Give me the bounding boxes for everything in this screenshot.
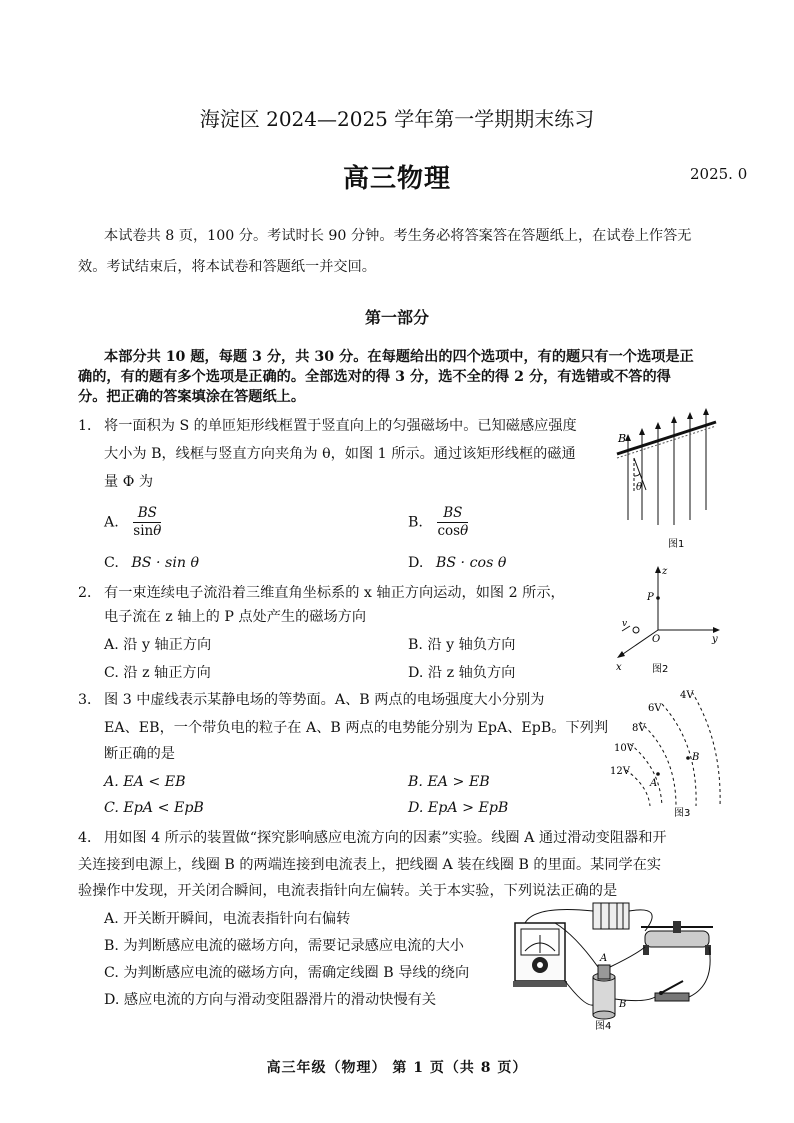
fig2-x-arrow <box>617 651 625 658</box>
intro-line-1: 本试卷共 8 页，100 分。考试时长 90 分钟。考生务必将答案答在答题纸上，在试卷上作答无 <box>104 228 692 244</box>
q2-option-c: C. 沿 z 轴正方向 <box>104 665 211 681</box>
fig1-angle-arc <box>634 473 640 476</box>
q1-number: 1． <box>78 418 102 434</box>
q1-option-c <box>104 555 199 571</box>
q3-line-1: 图 3 中虚线表示某静电场的等势面。A、B 两点的电场强度大小分别为 <box>104 692 545 708</box>
q2-option-d: D. 沿 z 轴负方向 <box>408 665 516 681</box>
section-instructions-1: 本部分共 10 题，每题 3 分，共 30 分。在每题给出的四个选项中，有的题只有一个选项是正 <box>104 349 694 365</box>
fig2-z-arrow <box>655 566 661 573</box>
q1-option-b-label: B. <box>408 514 423 531</box>
fig2-z-label: z <box>662 566 668 577</box>
q4-option-d: D. 感应电流的方向与滑动变阻器滑片的滑动快慢有关 <box>104 992 437 1008</box>
fig4-a-label: A <box>600 953 608 964</box>
q3-option-a: A. EA < EB <box>104 774 186 790</box>
figure-3 <box>610 682 730 822</box>
q2-number: 2． <box>78 585 102 601</box>
section-instructions-2: 确的，有的题有多个选项是正确的。全部选对的得 3 分，选不全的得 2 分，有选错或不答的得 <box>78 369 671 385</box>
fig3-label-6v: 6V <box>648 703 662 714</box>
q1-option-b-denominator <box>437 523 468 540</box>
q3-option-d: D. EpA > EpB <box>408 800 509 816</box>
fig4-galvanometer <box>513 923 567 987</box>
q1-option-a-label: A. <box>104 514 119 531</box>
fig3-label-8v: 8V <box>632 723 646 734</box>
fig4-switch <box>655 981 689 1001</box>
q4-option-c: C. 为判断感应电流的磁场方向，需确定线圈 B 导线的绕向 <box>104 965 470 981</box>
subject-title: 高三物理 <box>342 164 451 194</box>
exam-title: 海淀区 2024—2025 学年第一学期期末练习 <box>199 107 595 131</box>
fig3-point-a <box>656 772 660 776</box>
figure-4 <box>505 895 725 1040</box>
q2-line-1: 有一束连续电子流沿着三维直角坐标系的 x 轴正方向运动，如图 2 所示， <box>104 585 565 601</box>
q1-option-a-denominator <box>133 523 161 540</box>
fig3-b-label: B <box>692 752 700 763</box>
q3-option-b: B. EA > EB <box>408 774 490 790</box>
q1-option-a-numerator: BS <box>133 505 161 523</box>
intro-line-2: 效。考试结束后，将本试卷和答题纸一并交回。 <box>78 259 376 275</box>
fig1-frame-edge <box>617 422 716 454</box>
q1-option-b-fraction <box>437 505 468 540</box>
fig2-x-label: x <box>616 662 622 673</box>
fig1-b-label: B <box>618 432 627 445</box>
q3-option-c: C. EpA < EpB <box>104 800 204 816</box>
q1-option-d-text: BS · cos θ <box>435 555 507 571</box>
figure-1 <box>612 410 722 560</box>
fig4-coils <box>593 965 615 1019</box>
exam-date: 2025. 0 <box>690 165 748 183</box>
q4-option-a: A. 开关断开瞬间，电流表指针向右偏转 <box>104 911 351 927</box>
fig4-b-label: B <box>619 999 627 1010</box>
q4-number: 4． <box>78 830 102 846</box>
q1-option-a-func: sin <box>133 523 154 539</box>
q1-line-3: 量 Φ 为 <box>104 474 154 490</box>
q4-line-2: 关连接到电源上，线圈 B 的两端连接到电流表上，把线圈 A 装在线圈 B 的里面。某同学在实 <box>78 857 662 873</box>
fig2-o-label: O <box>652 634 661 645</box>
q1-option-a-fraction <box>133 505 161 540</box>
fig1-frame-hatch <box>617 426 716 458</box>
q1-option-a <box>104 505 161 540</box>
fig3-label-4v: 4V <box>680 690 694 701</box>
q3-number: 3． <box>78 692 102 708</box>
fig2-y-arrow <box>713 627 720 633</box>
fig3-equipotentials <box>626 692 720 806</box>
q2-line-2: 电子流在 z 轴上的 P 点处产生的磁场方向 <box>104 609 367 625</box>
fig2-point-p <box>656 596 660 600</box>
q1-option-a-theta: θ <box>153 523 162 539</box>
fig3-label-10v: 10V <box>614 743 634 754</box>
fig2-p-label: P <box>647 592 654 603</box>
q1-option-b-theta: θ <box>460 523 469 539</box>
q3-line-3: 断正确的是 <box>104 746 175 762</box>
fig2-y-label: y <box>712 634 718 645</box>
fig2-caption: 图2 <box>652 664 669 675</box>
q1-option-c-label: C. <box>104 555 119 571</box>
fig1-theta-label: θ <box>636 482 643 493</box>
q3-line-2: EA、EB，一个带负电的粒子在 A、B 两点的电势能分别为 EpA、EpB。下列判 <box>104 720 609 736</box>
section-instructions-3: 分。把正确的答案填涂在答题纸上。 <box>78 389 306 405</box>
q1-option-b <box>408 505 468 540</box>
figure-2 <box>612 562 727 677</box>
q1-option-d <box>408 555 506 571</box>
fig1-arrowheads <box>625 408 709 441</box>
q2-option-a: A. 沿 y 轴正方向 <box>104 637 212 653</box>
fig3-a-label: A <box>650 778 658 789</box>
q1-option-b-numerator: BS <box>437 505 468 523</box>
q2-option-b: B. 沿 y 轴负方向 <box>408 637 516 653</box>
q4-line-1: 用如图 4 所示的装置做“探究影响感应电流方向的因素”实验。线圈 A 通过滑动变阻器和开 <box>104 830 667 846</box>
fig3-point-b <box>686 756 690 760</box>
q1-line-1: 将一面积为 S 的单匝矩形线框置于竖直向上的匀强磁场中。已知磁感应强度 <box>104 418 577 434</box>
fig2-electron <box>633 627 639 633</box>
q1-option-c-text: BS · sin θ <box>131 555 200 571</box>
section-title: 第一部分 <box>364 308 429 327</box>
q1-option-d-label: D. <box>408 555 424 571</box>
q4-option-b: B. 为判断感应电流的磁场方向，需要记录感应电流的大小 <box>104 938 464 954</box>
fig2-v-label: v <box>622 619 628 629</box>
fig4-caption: 图4 <box>595 1021 612 1032</box>
fig1-caption: 图1 <box>668 539 685 550</box>
fig3-label-12v: 12V <box>610 766 630 777</box>
fig3-caption: 图3 <box>674 808 691 819</box>
q1-line-2: 大小为 B，线框与竖直方向夹角为 θ，如图 1 所示。通过该矩形线框的磁通 <box>104 446 576 462</box>
fig4-battery <box>593 903 629 929</box>
page-footer: 高三年级（物理） 第 1 页（共 8 页） <box>266 1060 528 1076</box>
fig4-rheostat <box>641 921 713 955</box>
q1-option-b-func: cos <box>437 523 461 539</box>
q4-line-3: 验操作中发现，开关闭合瞬间，电流表指针向左偏转。关于本实验，下列说法正确的是 <box>78 883 618 899</box>
